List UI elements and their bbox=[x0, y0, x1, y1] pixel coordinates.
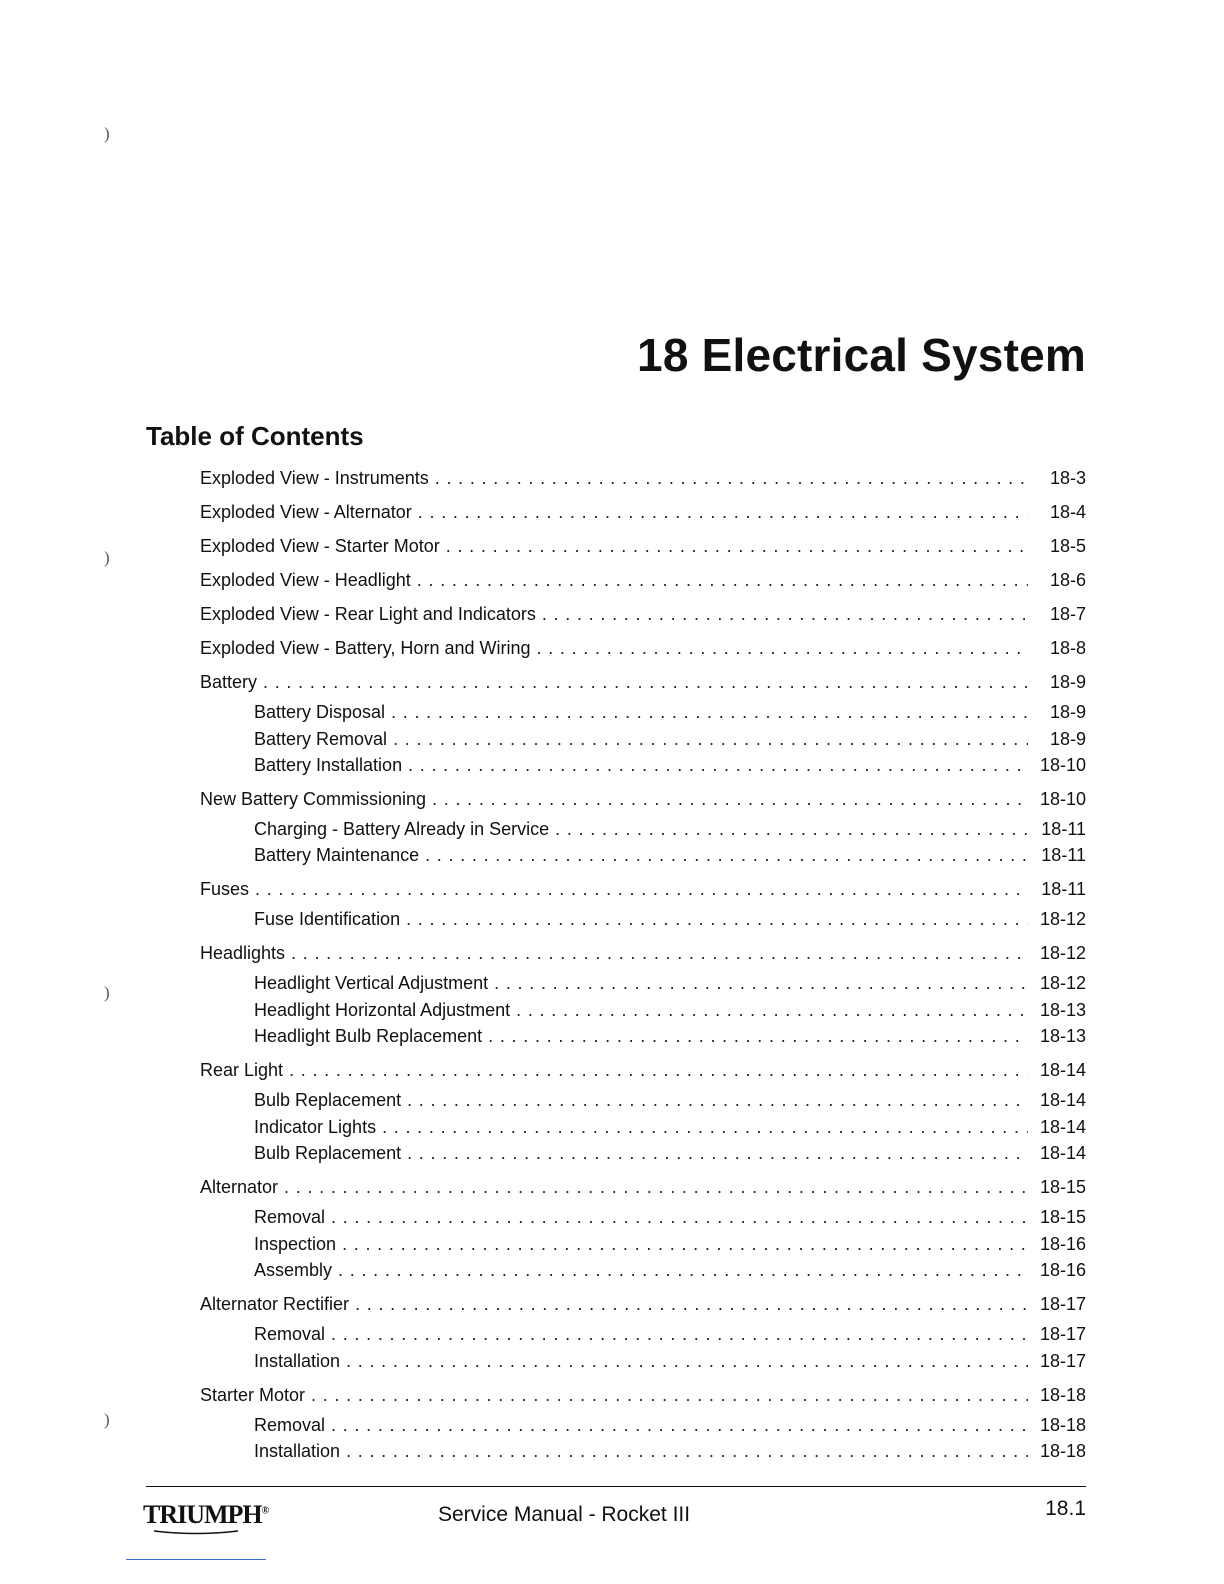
toc-entry-page: 18-15 bbox=[1039, 1177, 1086, 1197]
toc-entry-label: Bulb Replacement bbox=[254, 1143, 402, 1163]
toc-entry[interactable] bbox=[200, 1174, 1086, 1200]
toc-entry-label: Removal bbox=[254, 1415, 326, 1435]
toc-dot-leader bbox=[418, 499, 1028, 525]
toc-subentry[interactable] bbox=[254, 1023, 1086, 1049]
toc-entry[interactable] bbox=[200, 786, 1086, 812]
toc-entry[interactable] bbox=[200, 940, 1086, 966]
toc-entry-page: 18-14 bbox=[1039, 1060, 1086, 1080]
toc-entry-page: 18-16 bbox=[1039, 1260, 1086, 1280]
toc-entry-label: Charging - Battery Already in Service bbox=[254, 819, 550, 839]
toc-entry[interactable] bbox=[200, 876, 1086, 902]
toc-dot-leader bbox=[346, 1348, 1028, 1374]
toc-entry[interactable] bbox=[200, 669, 1086, 695]
toc-dot-leader bbox=[284, 1174, 1028, 1200]
toc-dot-leader bbox=[289, 1057, 1028, 1083]
toc-entry-page: 18-15 bbox=[1039, 1207, 1086, 1227]
toc-entry-page: 18-18 bbox=[1039, 1441, 1086, 1461]
toc-entry-label: Bulb Replacement bbox=[254, 1090, 402, 1110]
toc-dot-leader bbox=[406, 906, 1028, 932]
triumph-logo bbox=[143, 1500, 268, 1530]
toc-dot-leader bbox=[393, 726, 1028, 752]
toc-entry-page: 18-8 bbox=[1049, 638, 1086, 658]
toc-subentry[interactable] bbox=[254, 1257, 1086, 1283]
link-underline bbox=[126, 1559, 266, 1560]
toc-entry-page: 18-10 bbox=[1039, 755, 1086, 775]
toc-entry-page: 18-10 bbox=[1039, 789, 1086, 809]
toc-dot-leader bbox=[555, 816, 1028, 842]
toc-dot-leader bbox=[435, 465, 1028, 491]
toc-subentry[interactable] bbox=[254, 816, 1086, 842]
toc-entry-page: 18-12 bbox=[1039, 943, 1086, 963]
toc-subentry[interactable] bbox=[254, 1140, 1086, 1166]
toc-entry-label: Headlight Horizontal Adjustment bbox=[254, 1000, 511, 1020]
toc-entry[interactable] bbox=[200, 567, 1086, 593]
toc-entry-page: 18-16 bbox=[1039, 1234, 1086, 1254]
toc-subentry[interactable] bbox=[254, 1438, 1086, 1464]
toc-entry-label: Headlight Vertical Adjustment bbox=[254, 973, 489, 993]
toc-subentry[interactable] bbox=[254, 842, 1086, 868]
toc-entry-page: 18-18 bbox=[1039, 1415, 1086, 1435]
toc-entry-page: 18-7 bbox=[1049, 604, 1086, 624]
toc-entry-label: Starter Motor bbox=[200, 1385, 306, 1405]
toc-entry-label: Assembly bbox=[254, 1260, 333, 1280]
logo-text: TRIUMPH bbox=[143, 1500, 262, 1529]
toc-entry-label: Exploded View - Starter Motor bbox=[200, 536, 440, 556]
toc-entry-label: Installation bbox=[254, 1351, 341, 1371]
toc-entry-page: 18-9 bbox=[1049, 672, 1086, 692]
toc-entry-page: 18-17 bbox=[1039, 1324, 1086, 1344]
toc-subentry[interactable] bbox=[254, 997, 1086, 1023]
toc-entry-label: Alternator Rectifier bbox=[200, 1294, 350, 1314]
toc-dot-leader bbox=[446, 533, 1028, 559]
toc-dot-leader bbox=[255, 876, 1028, 902]
toc-entry[interactable] bbox=[200, 1057, 1086, 1083]
toc-entry-page: 18-17 bbox=[1039, 1294, 1086, 1314]
toc-entry[interactable] bbox=[200, 601, 1086, 627]
toc-entry-page: 18-3 bbox=[1049, 468, 1086, 488]
toc-entry-label: Exploded View - Alternator bbox=[200, 502, 412, 522]
toc-subentry[interactable] bbox=[254, 1204, 1086, 1230]
toc-entry-page: 18-4 bbox=[1049, 502, 1086, 522]
toc-entry-page: 18-14 bbox=[1039, 1117, 1086, 1137]
toc-subentry[interactable] bbox=[254, 1114, 1086, 1140]
toc-dot-leader bbox=[391, 699, 1028, 725]
toc-entry-label: Installation bbox=[254, 1441, 341, 1461]
toc-dot-leader bbox=[537, 635, 1029, 661]
toc-dot-leader bbox=[407, 1087, 1028, 1113]
toc-entry-label: Headlights bbox=[200, 943, 286, 963]
toc-subentry[interactable] bbox=[254, 752, 1086, 778]
toc-entry-label: Removal bbox=[254, 1207, 326, 1227]
toc-subentry[interactable] bbox=[254, 699, 1086, 725]
toc-subentry[interactable] bbox=[254, 726, 1086, 752]
toc-dot-leader bbox=[311, 1382, 1028, 1408]
toc-entry-label: New Battery Commissioning bbox=[200, 789, 427, 809]
toc-subentry[interactable] bbox=[254, 1321, 1086, 1347]
toc-dot-leader bbox=[346, 1438, 1028, 1464]
toc-entry[interactable] bbox=[200, 1382, 1086, 1408]
logo-swash-icon bbox=[152, 1529, 240, 1535]
toc-entry-page: 18-5 bbox=[1049, 536, 1086, 556]
toc-heading: Table of Contents bbox=[146, 421, 364, 451]
toc-entry-page: 18-11 bbox=[1041, 819, 1086, 839]
toc-entry-label: Alternator bbox=[200, 1177, 279, 1197]
toc-dot-leader bbox=[408, 752, 1028, 778]
toc-dot-leader bbox=[432, 786, 1028, 812]
toc-dot-leader bbox=[355, 1291, 1028, 1317]
toc-entry[interactable] bbox=[200, 465, 1086, 491]
toc-entry-page: 18-14 bbox=[1039, 1143, 1086, 1163]
toc-entry-page: 18-18 bbox=[1039, 1385, 1086, 1405]
toc-dot-leader bbox=[342, 1231, 1028, 1257]
toc-entry-page: 18-6 bbox=[1049, 570, 1086, 590]
toc-dot-leader bbox=[263, 669, 1028, 695]
margin-mark: ) bbox=[104, 983, 110, 1002]
footer-page-number: 18.1 bbox=[1045, 1497, 1086, 1520]
registered-mark-icon: ® bbox=[261, 1505, 269, 1517]
toc-entry-label: Battery bbox=[200, 672, 258, 692]
toc-dot-leader bbox=[331, 1204, 1028, 1230]
toc-entry-label: Battery Removal bbox=[254, 729, 388, 749]
toc-entry[interactable] bbox=[200, 1291, 1086, 1317]
toc-entry-page: 18-9 bbox=[1049, 729, 1086, 749]
margin-mark: ) bbox=[104, 1410, 110, 1429]
toc-entry-page: 18-11 bbox=[1041, 879, 1086, 899]
toc-subentry[interactable] bbox=[254, 906, 1086, 932]
footer-manual-title: Service Manual - Rocket III bbox=[438, 1503, 691, 1526]
toc-entry-page: 18-13 bbox=[1039, 1026, 1086, 1046]
toc-entry-label: Exploded View - Battery, Horn and Wiring bbox=[200, 638, 531, 658]
toc-subentry[interactable] bbox=[254, 1348, 1086, 1374]
toc-entry-page: 18-13 bbox=[1039, 1000, 1086, 1020]
toc-dot-leader bbox=[331, 1321, 1028, 1347]
toc-dot-leader bbox=[338, 1257, 1028, 1283]
toc-dot-leader bbox=[425, 842, 1028, 868]
toc-entry-label: Exploded View - Instruments bbox=[200, 468, 429, 488]
toc-dot-leader bbox=[291, 940, 1028, 966]
toc-entry-label: Fuse Identification bbox=[254, 909, 401, 929]
toc-entry-label: Headlight Bulb Replacement bbox=[254, 1026, 483, 1046]
toc-entry-label: Inspection bbox=[254, 1234, 337, 1254]
toc-entry-page: 18-11 bbox=[1041, 845, 1086, 865]
toc-subentry[interactable] bbox=[254, 1412, 1086, 1438]
toc-entry-label: Exploded View - Headlight bbox=[200, 570, 411, 590]
toc-entry-page: 18-12 bbox=[1039, 973, 1086, 993]
toc-entry-label: Indicator Lights bbox=[254, 1117, 377, 1137]
toc-entry-page: 18-14 bbox=[1039, 1090, 1086, 1110]
toc-dot-leader bbox=[331, 1412, 1028, 1438]
toc-subentry[interactable] bbox=[254, 1231, 1086, 1257]
toc-entry[interactable] bbox=[200, 533, 1086, 559]
toc-subentry[interactable] bbox=[254, 1087, 1086, 1113]
toc-entry-label: Removal bbox=[254, 1324, 326, 1344]
toc-dot-leader bbox=[488, 1023, 1028, 1049]
toc-entry-page: 18-9 bbox=[1049, 702, 1086, 722]
toc-entry-label: Exploded View - Rear Light and Indicators bbox=[200, 604, 536, 624]
footer-rule bbox=[146, 1486, 1086, 1487]
toc-entry-label: Rear Light bbox=[200, 1060, 284, 1080]
margin-mark: ) bbox=[104, 124, 110, 143]
toc-entry-label: Battery Maintenance bbox=[254, 845, 420, 865]
toc-entry[interactable] bbox=[200, 499, 1086, 525]
margin-mark: ) bbox=[104, 548, 110, 567]
chapter-title: 18 Electrical System bbox=[637, 329, 1086, 381]
toc-entry-page: 18-12 bbox=[1039, 909, 1086, 929]
toc-dot-leader bbox=[516, 997, 1028, 1023]
toc-dot-leader bbox=[542, 601, 1028, 627]
toc-dot-leader bbox=[494, 970, 1028, 996]
toc-dot-leader bbox=[407, 1140, 1028, 1166]
toc-dot-leader bbox=[417, 567, 1028, 593]
toc-entry-page: 18-17 bbox=[1039, 1351, 1086, 1371]
toc-entry[interactable] bbox=[200, 635, 1086, 661]
toc-entry-label: Battery Installation bbox=[254, 755, 403, 775]
toc-entry-label: Fuses bbox=[200, 879, 250, 899]
toc-dot-leader bbox=[382, 1114, 1028, 1140]
toc-entry-label: Battery Disposal bbox=[254, 702, 386, 722]
toc-subentry[interactable] bbox=[254, 970, 1086, 996]
